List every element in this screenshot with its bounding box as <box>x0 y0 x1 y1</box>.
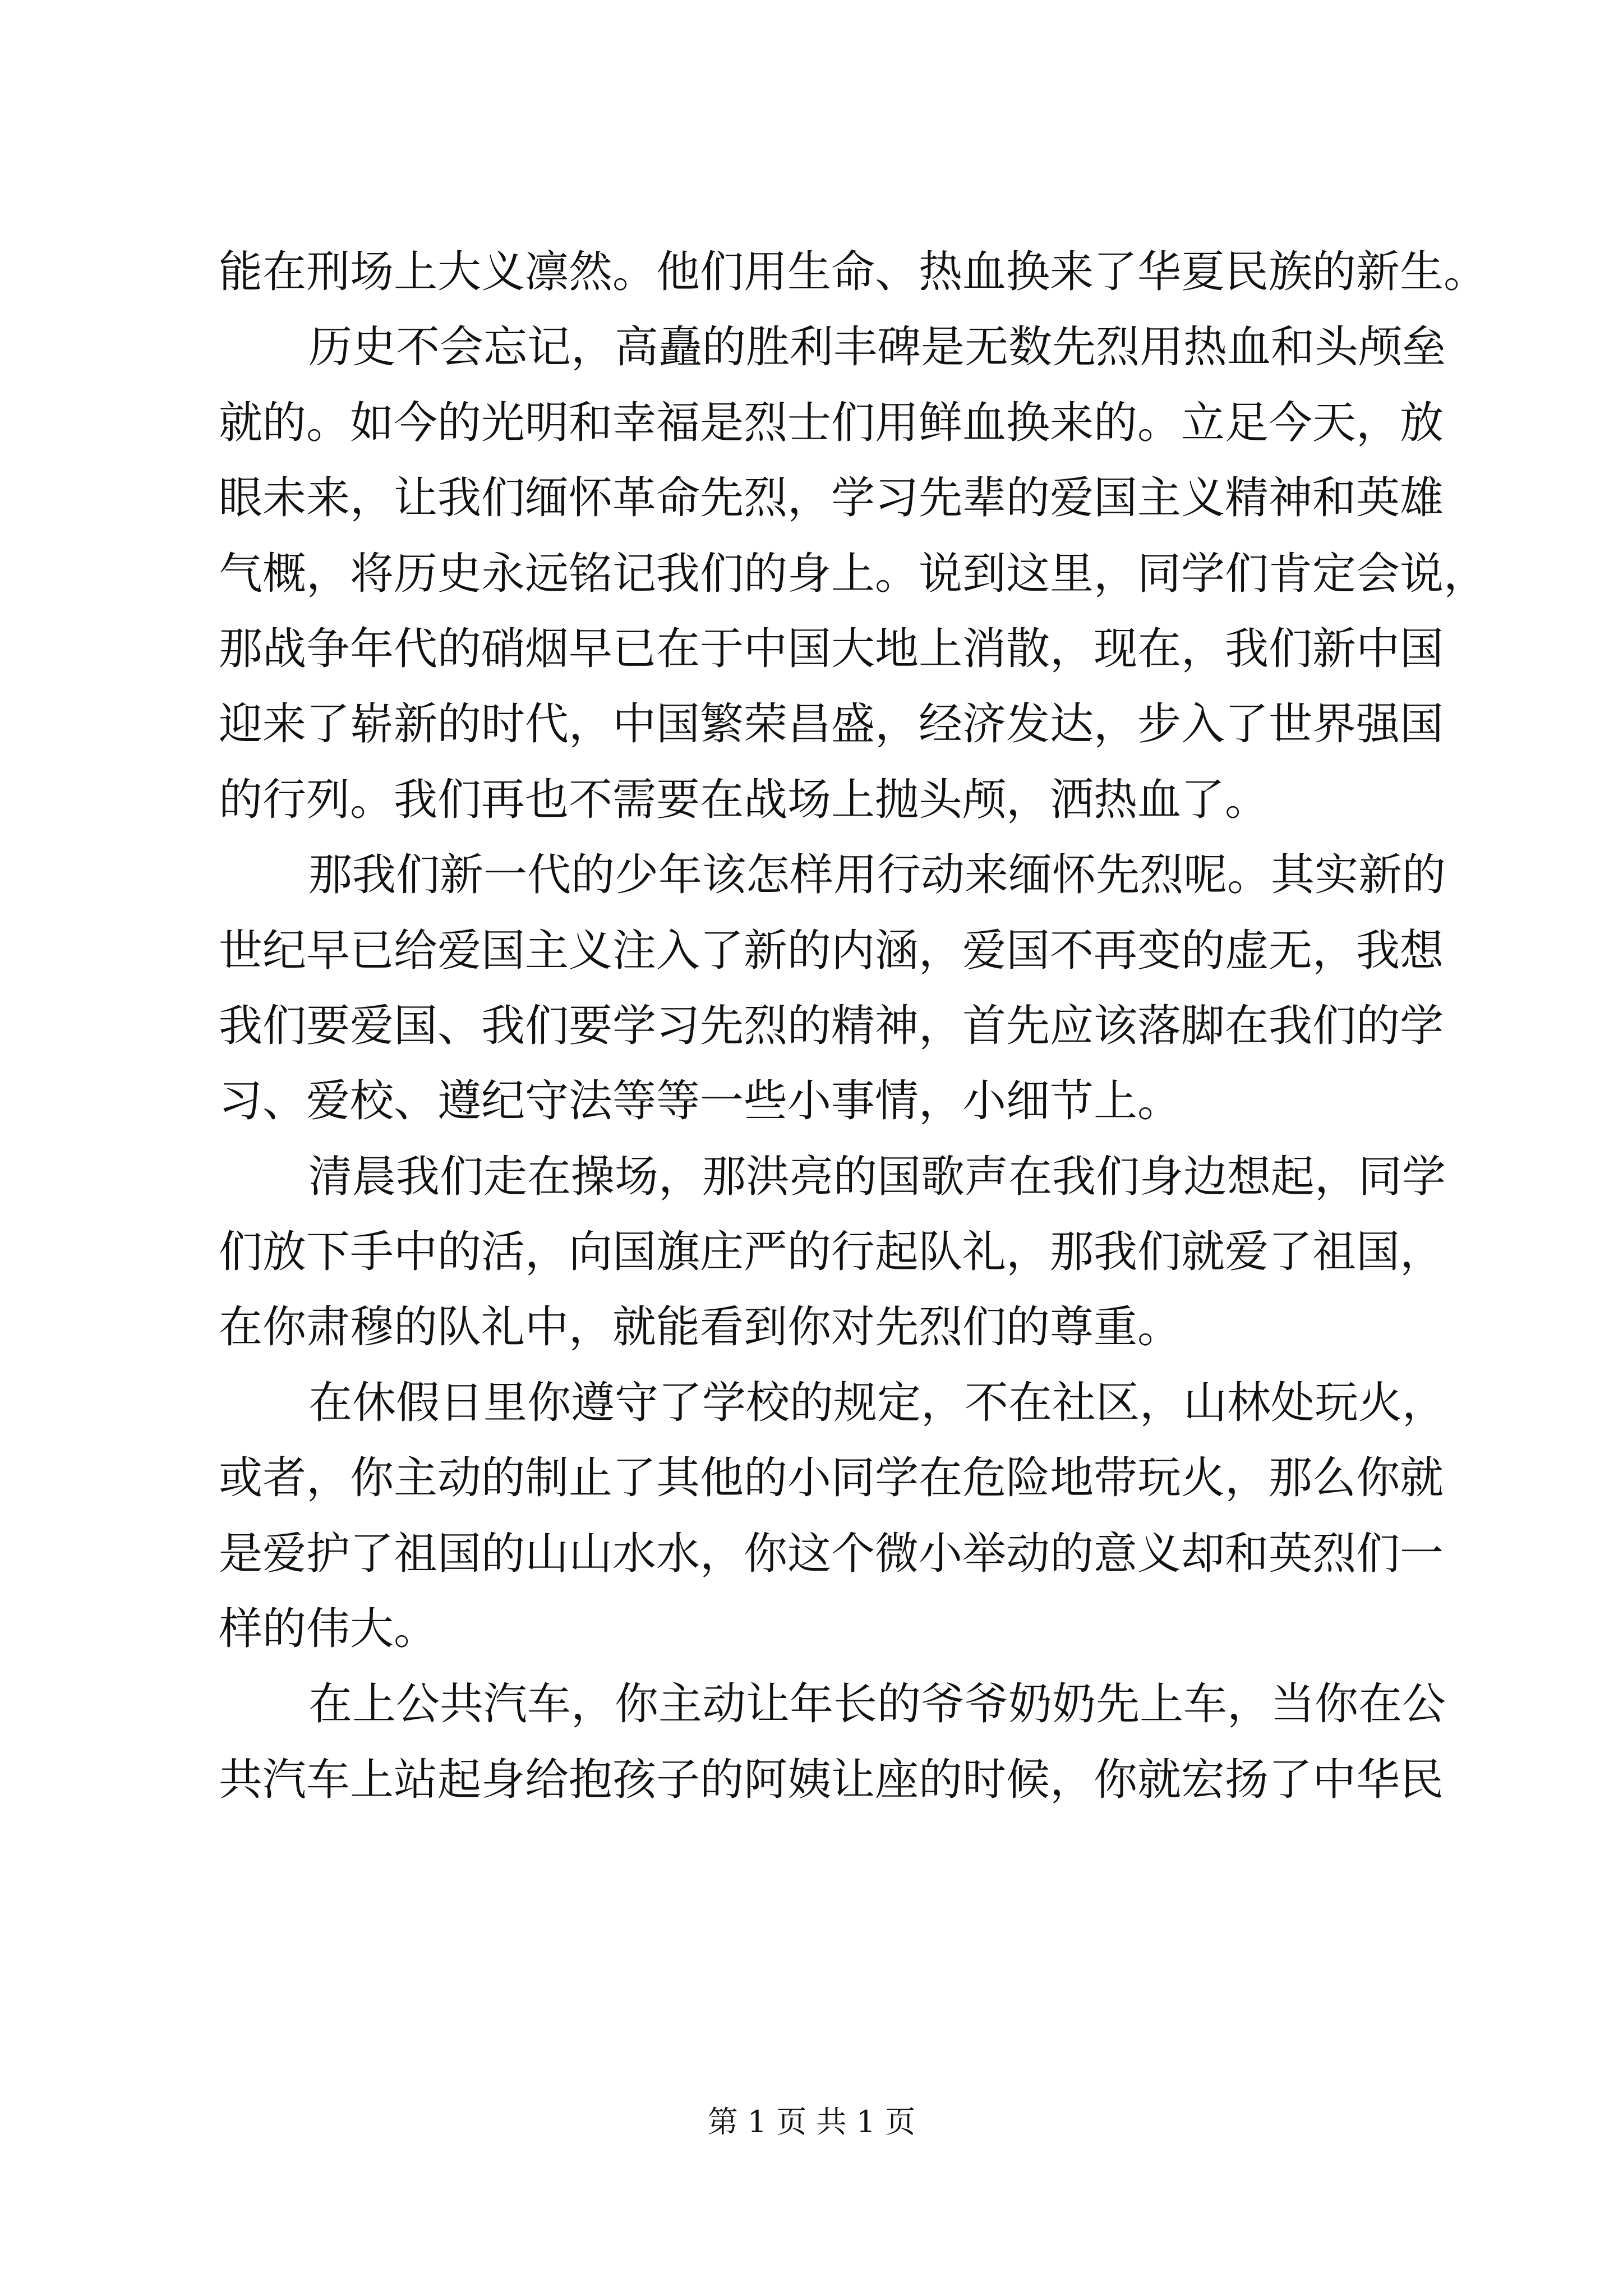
text-line: 们放下手中的活，向国旗庄严的行起队礼，那我们就爱了祖国， <box>219 1227 1444 1278</box>
text-line: 习、爱校、遵纪守法等等一些小事情，小细节上。 <box>219 1076 1182 1127</box>
text-line: 那我们新一代的少年该怎样用行动来缅怀先烈呢。其实新的 <box>308 850 1446 901</box>
page-number-footer: 第 1 页 共 1 页 <box>707 2104 916 2139</box>
text-line: 在上公共汽车，你主动让年长的爷爷奶奶先上车，当你在公 <box>308 1679 1446 1730</box>
text-line: 那战争年代的硝烟早已在于中国大地上消散，现在，我们新中国 <box>219 623 1444 674</box>
text-line: 历史不会忘记，高矗的胜利丰碑是无数先烈用热血和头颅垒 <box>308 322 1446 373</box>
text-line: 共汽车上站起身给抱孩子的阿姨让座的时候，你就宏扬了中华民 <box>219 1754 1444 1805</box>
text-line: 就的。如今的光明和幸福是烈士们用鲜血换来的。立足今天，放 <box>219 397 1444 448</box>
text-line: 我们要爱国、我们要学习先烈的精神，首先应该落脚在我们的学 <box>219 1000 1444 1051</box>
text-line: 气概，将历史永远铭记我们的身上。说到这里，同学们肯定会说， <box>219 548 1488 599</box>
text-line: 或者，你主动的制止了其他的小同学在危险地带玩火，那么你就 <box>219 1453 1444 1504</box>
text-line: 世纪早已给爱国主义注入了新的内涵，爱国不再变的虚无，我想 <box>219 925 1444 976</box>
text-line: 能在刑场上大义凛然。他们用生命、热血换来了华夏民族的新生。 <box>219 247 1488 297</box>
text-line: 清晨我们走在操场，那洪亮的国歌声在我们身边想起，同学 <box>308 1151 1446 1202</box>
document-body <box>219 234 1488 1818</box>
text-line: 在休假日里你遵守了学校的规定，不在社区，山林处玩火， <box>308 1377 1446 1428</box>
text-line: 在你肃穆的队礼中，就能看到你对先烈们的尊重。 <box>219 1302 1182 1353</box>
text-line: 的行列。我们再也不需要在战场上抛头颅，洒热血了。 <box>219 774 1269 825</box>
text-line: 迎来了崭新的时代，中国繁荣昌盛，经济发达，步入了世界强国 <box>219 699 1444 750</box>
text-line: 样的伟大。 <box>219 1604 438 1655</box>
text-line: 是爱护了祖国的山山水水，你这个微小举动的意义却和英烈们一 <box>219 1528 1444 1579</box>
text-line: 眼未来，让我们缅怀革命先烈，学习先辈的爱国主义精神和英雄 <box>219 473 1444 524</box>
